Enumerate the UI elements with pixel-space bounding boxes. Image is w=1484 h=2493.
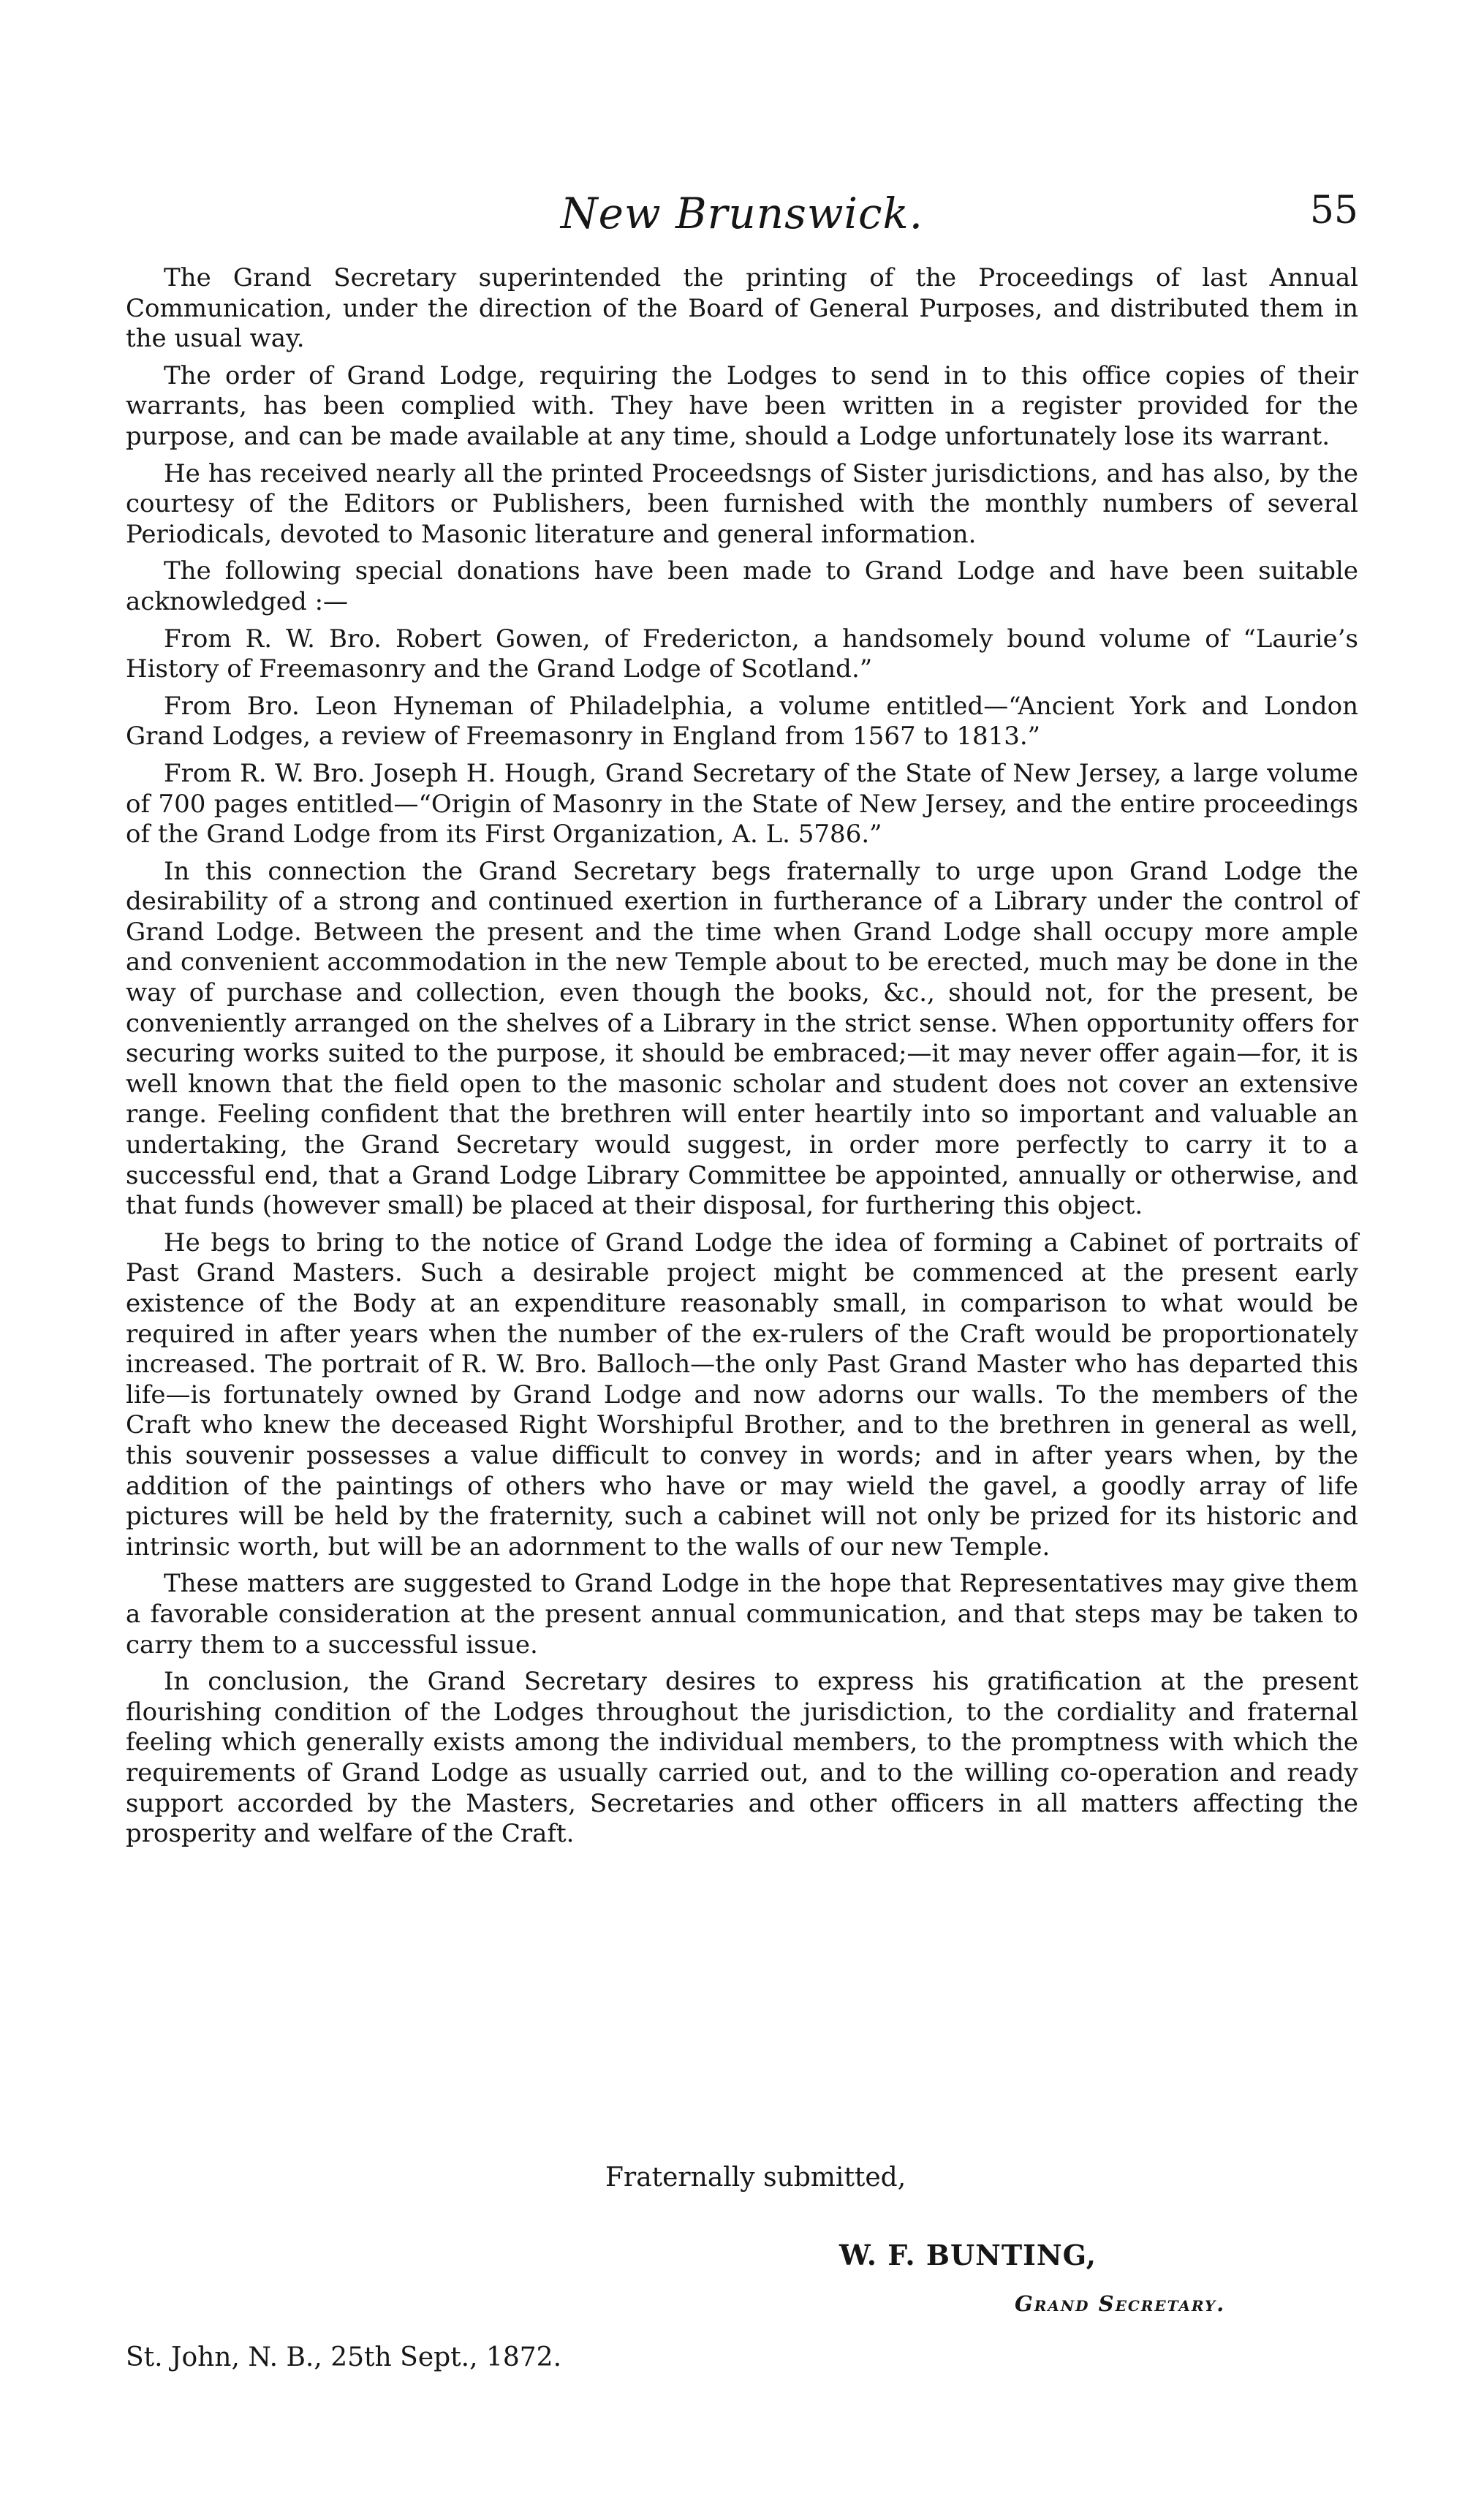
paragraph-library: In this connection the Grand Secretary begs fraternally to urge upon Grand Lodge the desirability of a strong and continued exertion in furtherance of a Library under the control of Grand Lodge. Between the present and the time when Grand Lodge shall occupy more ample and convenient accommodation in the new Temple about to be erected, much may be done in the way of purchase and collection, even though the books, &c., should not, for the present, be conveniently arranged on the shelves of a Library in the strict sense. When opportunity offers for securing works suited to the purpose, it should be embraced;—it may never offer again—for, it is well known that the field open to the masonic scholar and student does not cover an extensive range. Feeling confident that the brethren will enter heartily into so important and valuable an undertaking, the Grand Secretary would suggest, in order more perfectly to carry it to a successful end, that a Grand Lodge Library Committee be appointed, annually or otherwise, and that funds (however small) be placed at their disposal, for furthering this object. <box>126 856 1358 1221</box>
paragraph-proceedings: He has received nearly all the printed Proceedsngs of Sister jurisdictions, and has also, by the courtesy of the Editors or Publishers, been furnished with the monthly numbers of several Periodicals, devoted to Masonic literature and general information. <box>126 458 1358 549</box>
paragraph-donation-hough: From R. W. Bro. Joseph H. Hough, Grand Secretary of the State of New Jersey, a large volume of 700 pages entitled—“Origin of Masonry in the State of New Jersey, and the entire proceedings of the Grand Lodge from its First Organization, A. L. 5786.” <box>126 758 1358 850</box>
running-head <box>126 189 1358 240</box>
body-text <box>126 263 1358 1856</box>
paragraph-donations: The following special donations have been made to Grand Lodge and have been suitable acknowledged :— <box>126 556 1358 616</box>
paragraph-suggestions: These matters are suggested to Grand Lodge in the hope that Representatives may give them a favorable consideration at the present annual communication, and that steps may be taken to carry them to a successful issue. <box>126 1569 1358 1660</box>
page-number: 55 <box>1309 189 1358 232</box>
paragraph-portraits: He begs to bring to the notice of Grand Lodge the idea of forming a Cabinet of portraits of Past Grand Masters. Such a desirable project might be commenced at the present early existence of the Body at an expenditure reasonably small, in comparison to what would be required in after years when the number of the ex-rulers of the Craft would be proportionately increased. The portrait of R. W. Bro. Balloch—the only Past Grand Master who has departed this life—is fortunately owned by Grand Lodge and now adorns our walls. To the members of the Craft who knew the deceased Right Worshipful Brother, and to the brethren in general as well, this souvenir possesses a value difficult to convey in words; and in after years when, by the addition of the paintings of others who have or may wield the gavel, a goodly array of life pictures will be held by the fraternity, such a cabinet will not only be prized for its historic and intrinsic worth, but will be an adornment to the walls of our new Temple. <box>126 1227 1358 1562</box>
running-title: New Brunswick. <box>560 189 924 238</box>
dateline: St. John, N. B., 25th Sept., 1872. <box>126 2342 562 2372</box>
signer-name: W. F. BUNTING, <box>839 2239 1097 2271</box>
closing-submitted: Fraternally submitted, <box>605 2163 906 2193</box>
paragraph-conclusion: In conclusion, the Grand Secretary desires to express his gratification at the present flourishing condition of the Lodges throughout the jurisdiction, to the cordiality and fraternal feeling which generally exists among the individual members, to the promptness with which the requirements of Grand Lodge as usually carried out, and to the willing co-operation and ready support accorded by the Masters, Secretaries and other officers in all matters affecting the prosperity and welfare of the Craft. <box>126 1667 1358 1849</box>
paragraph-donation-gowen: From R. W. Bro. Robert Gowen, of Fredericton, a handsomely bound volume of “Laurie’s History of Freemasonry and the Grand Lodge of Scotland.” <box>126 624 1358 684</box>
paragraph-donation-hyneman: From Bro. Leon Hyneman of Philadelphia, a volume entitled—“Ancient York and London Grand Lodges, a review of Freemasonry in England from 1567 to 1813.” <box>126 691 1358 752</box>
paragraph-printing: The Grand Secretary superintended the printing of the Proceedings of last Annual Communication, under the direction of the Board of General Purposes, and distributed them in the usual way. <box>126 263 1358 354</box>
paragraph-warrants: The order of Grand Lodge, requiring the Lodges to send in to this office copies of their warrants, has been complied with. They have been written in a register provided for the purpose, and can be made available at any time, should a Lodge unfortunately lose its warrant. <box>126 360 1358 451</box>
signer-title: Grand Secretary. <box>1015 2291 1226 2316</box>
